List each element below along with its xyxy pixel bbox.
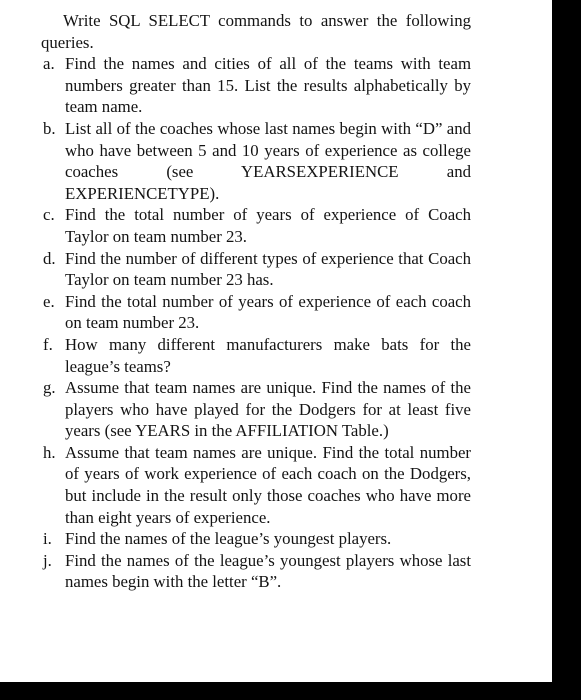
item-text: Assume that team names are unique. Find the names of the players who have played for the Dodgers for at least five years (see YEARS in the AFFILIATION Table.)	[65, 378, 471, 441]
question-item-f	[41, 334, 471, 377]
item-label: c.	[43, 205, 55, 225]
item-text: Find the names of the league’s youngest players whose last names begin with the letter “B”.	[65, 550, 471, 592]
item-label: b.	[43, 118, 56, 138]
question-item-i	[41, 528, 471, 550]
item-label: e.	[43, 291, 55, 311]
item-text: Find the total number of years of experience of Coach Taylor on team number 23.	[65, 205, 471, 246]
bottom-black-border	[0, 682, 581, 700]
item-label: i.	[43, 529, 52, 549]
question-item-c	[41, 204, 471, 247]
question-item-h	[41, 442, 471, 528]
item-label: a.	[43, 54, 55, 74]
right-black-border	[552, 0, 581, 700]
item-text: Find the total number of years of experience of each coach on team number 23.	[65, 291, 471, 333]
question-text	[41, 10, 471, 593]
item-label: d.	[43, 248, 56, 268]
item-label: j.	[43, 550, 52, 570]
item-text: Assume that team names are unique. Find the total number of years of work experience of each coach on the Dodgers, but include in the result only those coaches who have more than eight years of experience.	[65, 442, 471, 527]
item-text: List all of the coaches whose last names begin with “D” and who have between 5 and 10 years of experience as college coaches (see YEARSEXPERIENCE and EXPERIENCETYPE).	[65, 118, 471, 203]
question-item-d	[41, 248, 471, 291]
question-item-j	[41, 550, 471, 593]
item-text: Find the names and cities of all of the teams with team numbers greater than 15. List the results alphabetically by team name.	[65, 54, 471, 117]
intro-paragraph: Write SQL SELECT commands to answer the following queries.	[41, 11, 471, 52]
question-item-a	[41, 53, 471, 118]
item-text: Find the names of the league’s youngest players.	[65, 529, 392, 549]
item-label: h.	[43, 442, 56, 462]
question-item-g	[41, 377, 471, 442]
question-item-b	[41, 118, 471, 204]
item-label: f.	[43, 334, 53, 354]
question-item-e	[41, 291, 471, 334]
item-text: How many different manufacturers make bats for the league’s teams?	[65, 334, 471, 376]
item-text: Find the number of different types of experience that Coach Taylor on team number 23 has.	[65, 248, 471, 290]
item-label: g.	[43, 378, 56, 398]
